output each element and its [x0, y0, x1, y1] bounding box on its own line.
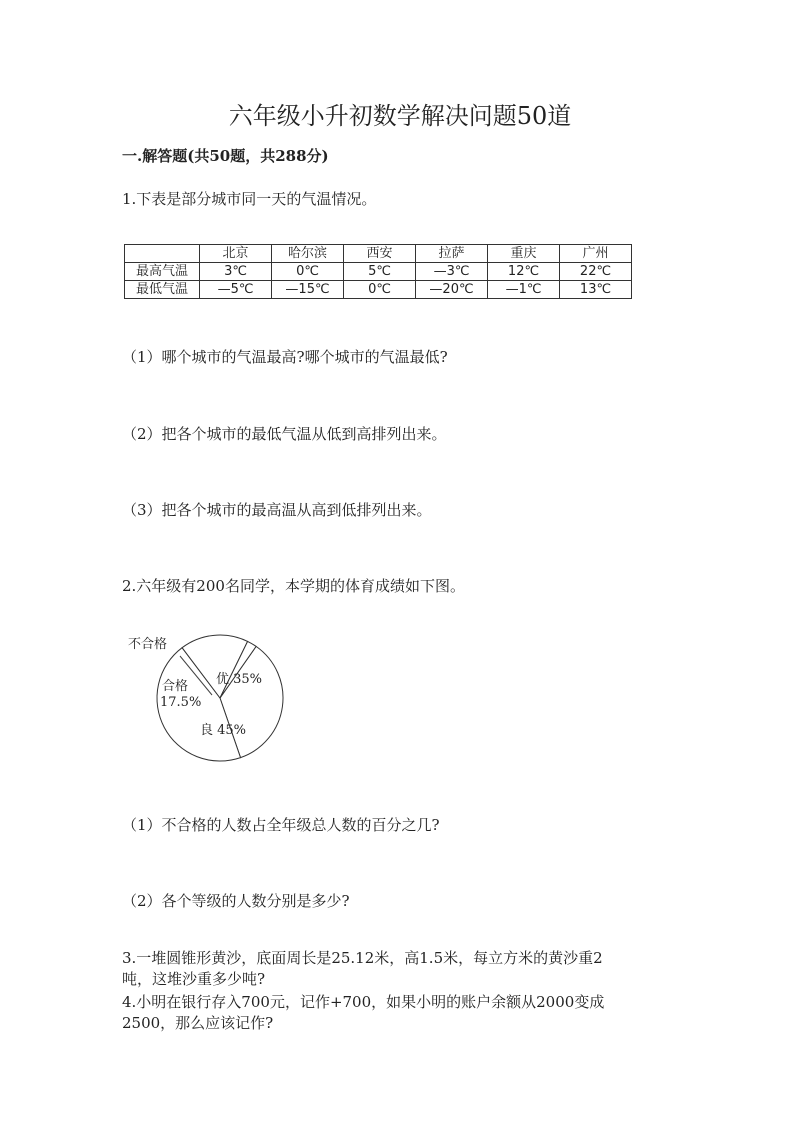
table-cell: —5℃	[200, 281, 272, 299]
table-cell: 12℃	[488, 263, 560, 281]
table-cell: —1℃	[488, 281, 560, 299]
table-row	[125, 281, 632, 299]
table-cell: 最低气温	[125, 281, 200, 299]
pie-chart	[128, 628, 308, 768]
table-cell: —20℃	[416, 281, 488, 299]
table-cell: 重庆	[488, 245, 560, 263]
question-3-line-1: 3.一堆圆锥形黄沙，底面周长是25.12米，高1.5米，每立方米的黄沙重2	[122, 949, 603, 967]
table-cell: 广州	[560, 245, 632, 263]
table-cell: 哈尔滨	[272, 245, 344, 263]
table-cell: —3℃	[416, 263, 488, 281]
page-title: 六年级小升初数学解决问题50道	[228, 102, 572, 130]
section-heading: 一.解答题(共50题，共288分)	[122, 147, 329, 165]
question-1-part-1: （1）哪个城市的气温最高?哪个城市的气温最低?	[122, 348, 448, 366]
table-row	[125, 263, 632, 281]
table-cell: 0℃	[272, 263, 344, 281]
label-hege-pct: 17.5%	[160, 695, 202, 710]
question-4-line-1: 4.小明在银行存入700元，记作+700，如果小明的账户余额从2000变成	[122, 993, 605, 1011]
table-cell: 22℃	[560, 263, 632, 281]
table-cell: 0℃	[344, 281, 416, 299]
table-header-row	[125, 245, 632, 263]
temperature-table	[124, 244, 632, 299]
table-cell	[125, 245, 200, 263]
question-4-line-2: 2500，那么应该记作?	[122, 1014, 274, 1032]
table-cell: 拉萨	[416, 245, 488, 263]
question-1-part-2: （2）把各个城市的最低气温从低到高排列出来。	[122, 425, 447, 443]
question-1-part-3: （3）把各个城市的最高温从高到低排列出来。	[122, 501, 432, 519]
question-2-part-2: （2）各个等级的人数分别是多少?	[122, 892, 350, 910]
table-cell: 3℃	[200, 263, 272, 281]
question-2: 2.六年级有200名同学，本学期的体育成绩如下图。	[122, 577, 465, 595]
question-3-line-2: 吨，这堆沙重多少吨?	[122, 970, 266, 988]
table-cell: —15℃	[272, 281, 344, 299]
question-1: 1.下表是部分城市同一天的气温情况。	[122, 190, 377, 208]
table-cell: 5℃	[344, 263, 416, 281]
table-cell: 北京	[200, 245, 272, 263]
label-hege: 合格	[162, 679, 189, 694]
label-buhege: 不合格	[128, 637, 168, 652]
table-cell: 13℃	[560, 281, 632, 299]
label-you: 优 35%	[216, 672, 263, 687]
table-cell: 最高气温	[125, 263, 200, 281]
table-cell: 西安	[344, 245, 416, 263]
question-2-part-1: （1）不合格的人数占全年级总人数的百分之几?	[122, 816, 440, 834]
label-liang: 良 45%	[200, 723, 247, 738]
